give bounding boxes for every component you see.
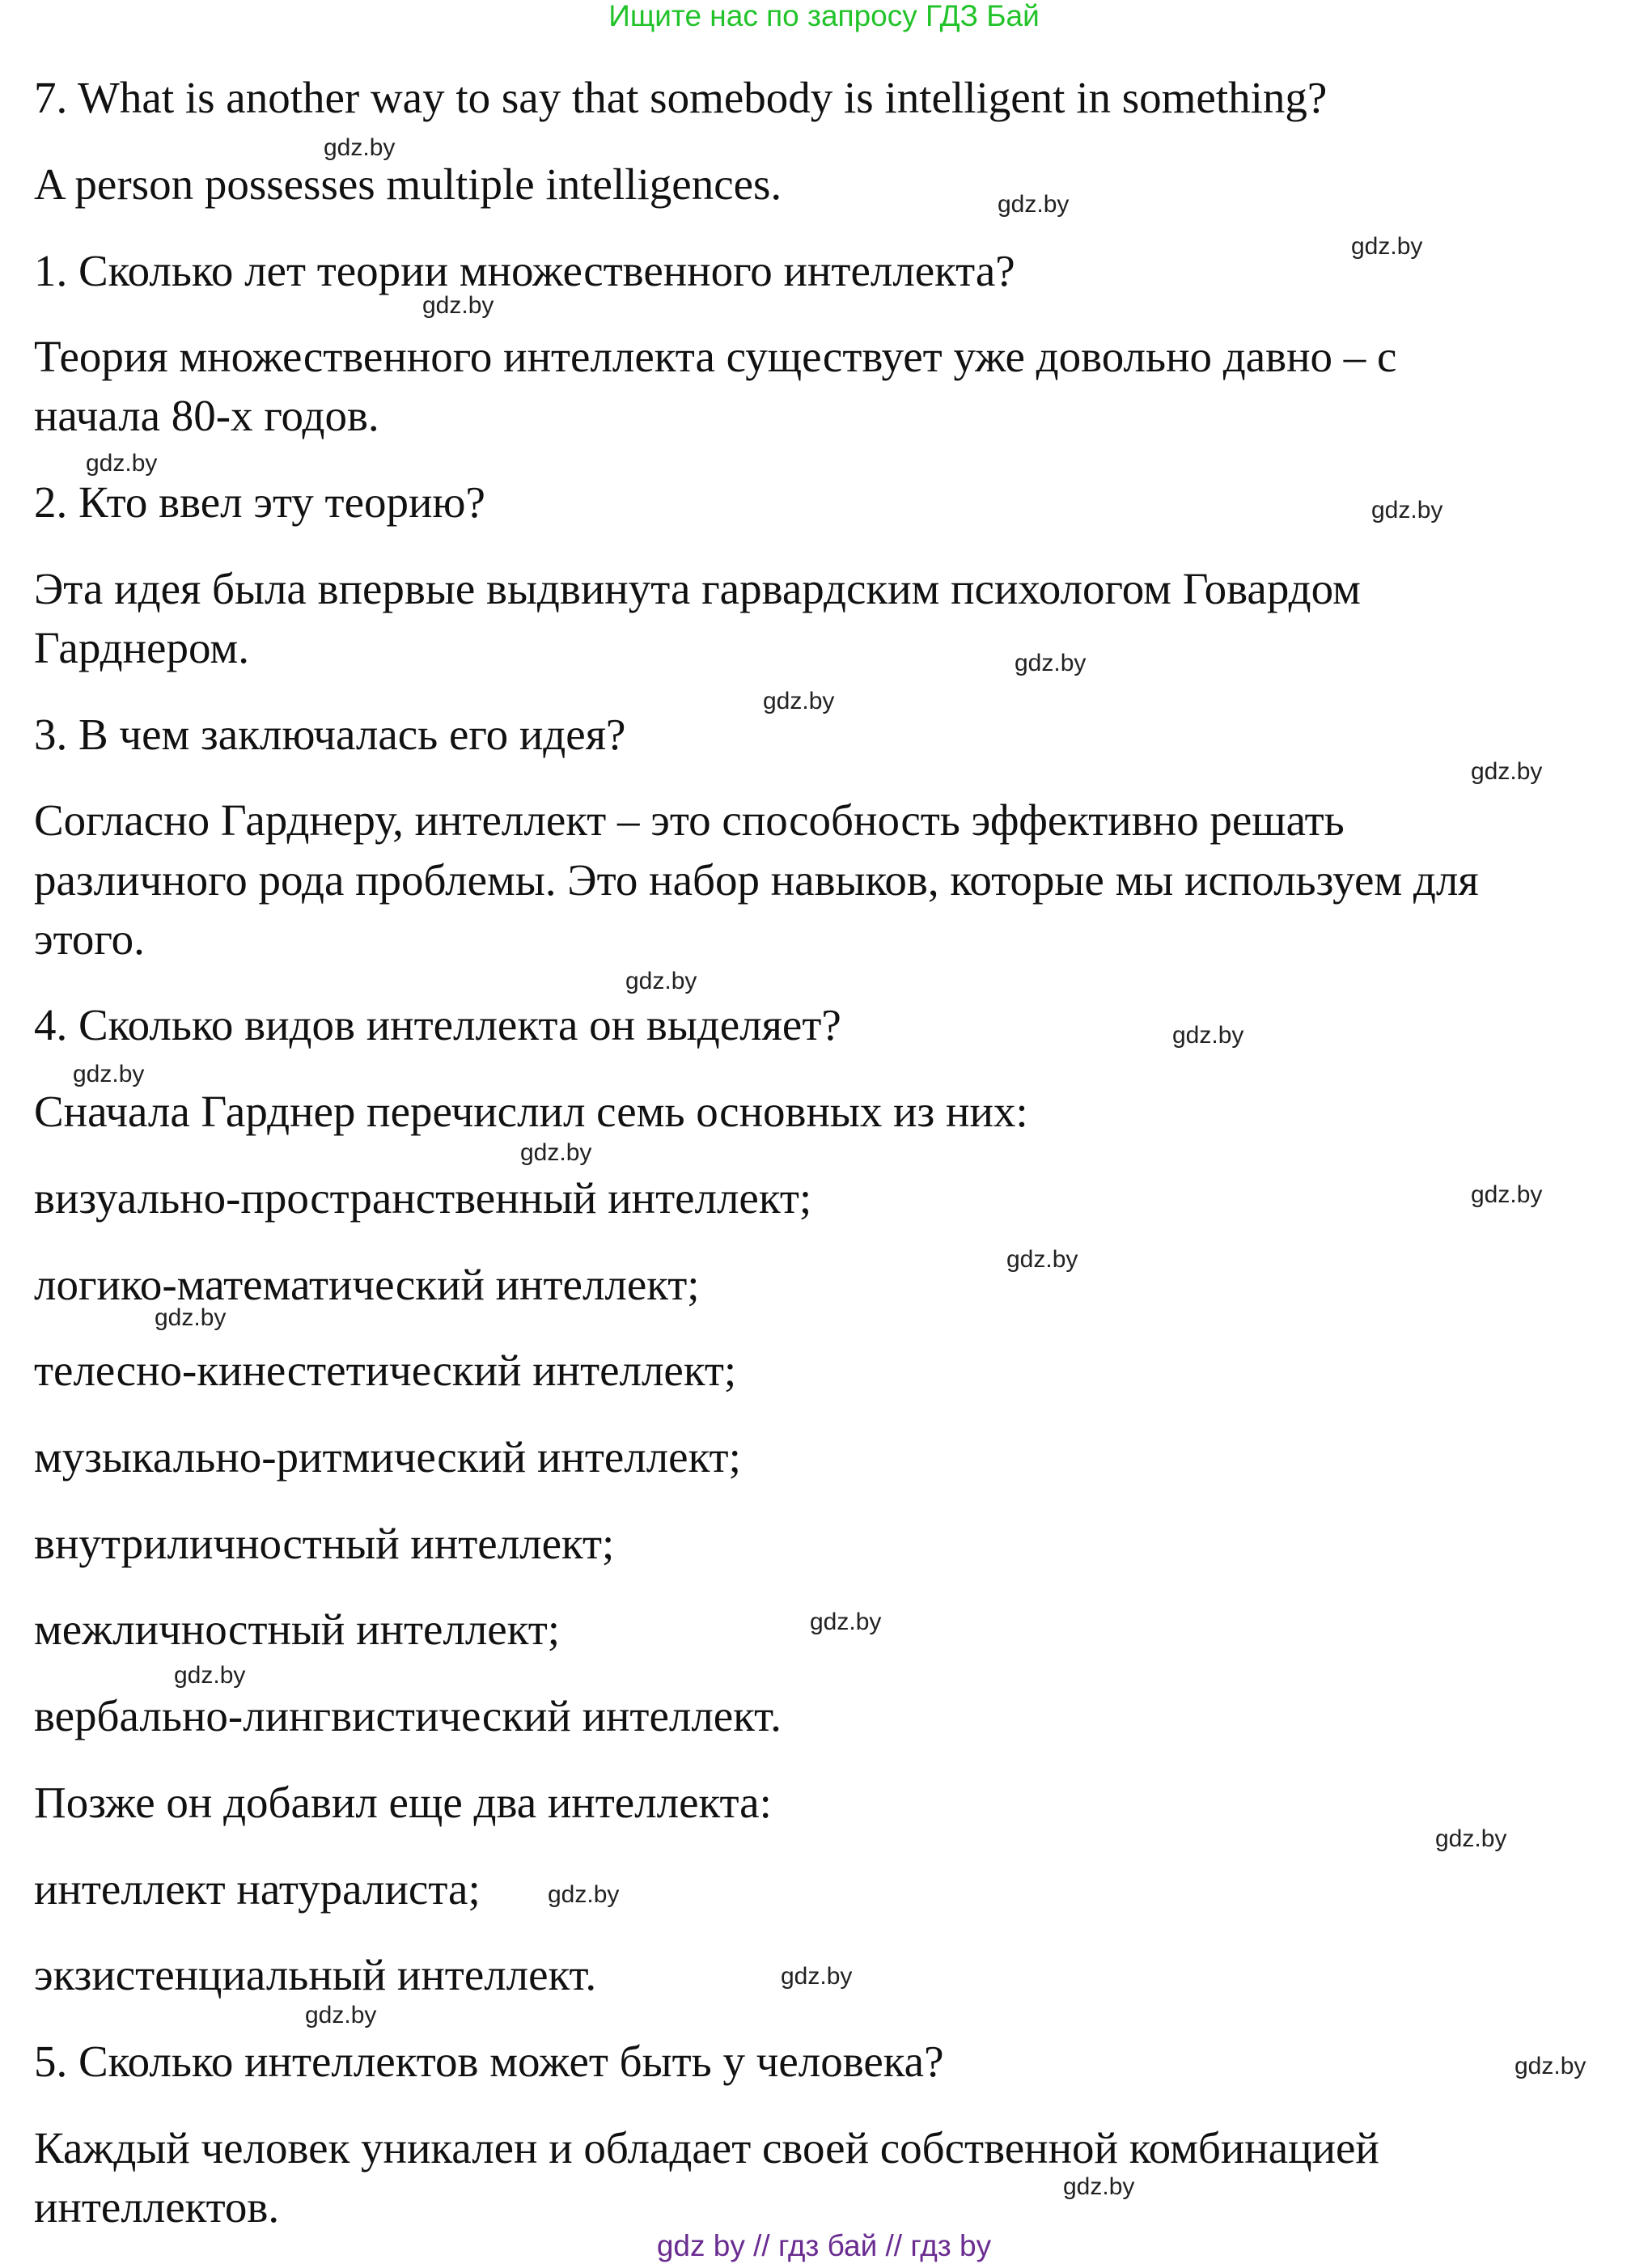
answer-2-line-1: Эта идея была впервые выдвинута гарвардским психологом Говардом bbox=[34, 564, 1361, 613]
watermark: gdz.by bbox=[998, 191, 1070, 218]
watermark: gdz.by bbox=[305, 2002, 377, 2028]
answer-1-line-1: Теория множественного интеллекта существует уже довольно давно – с bbox=[34, 332, 1397, 381]
list-item-bodily: телесно-кинестетический интеллект; bbox=[34, 1346, 737, 1395]
watermark: gdz.by bbox=[520, 1139, 592, 1166]
watermark: gdz.by bbox=[1015, 650, 1087, 676]
list-item-interpersonal: межличностный интеллект; bbox=[34, 1605, 561, 1654]
footer-links[interactable]: gdz by // гдз бай // гдз by bbox=[656, 2229, 992, 2262]
watermark: gdz.by bbox=[548, 1881, 620, 1908]
question-5: 5. Сколько интеллектов может быть у человека? bbox=[34, 2037, 944, 2086]
watermark: gdz.by bbox=[1471, 758, 1543, 785]
watermark: gdz.by bbox=[1172, 1022, 1244, 1049]
watermark: gdz.by bbox=[1435, 1825, 1507, 1852]
watermark: gdz.by bbox=[763, 688, 835, 714]
watermark: gdz.by bbox=[810, 1609, 882, 1635]
question-2: 2. Кто ввел эту теорию? bbox=[34, 477, 485, 527]
question-3: 3. В чем заключалась его идея? bbox=[34, 710, 626, 759]
list-item-existential: экзистенциальный интеллект. bbox=[34, 1950, 597, 1999]
watermark: gdz.by bbox=[1471, 1181, 1543, 1208]
answer-2-line-2: Гарднером. bbox=[34, 623, 249, 672]
question-4: 4. Сколько видов интеллекта он выделяет? bbox=[34, 1000, 841, 1049]
answer-5-line-2: интеллектов. bbox=[34, 2182, 280, 2232]
answer-3-line-1: Согласно Гарднеру, интеллект – это способность эффективно решать bbox=[34, 795, 1345, 845]
list-item-logical: логико-математический интеллект; bbox=[34, 1260, 700, 1309]
answer-3-line-3: этого. bbox=[34, 914, 145, 964]
watermark: gdz.by bbox=[1371, 497, 1443, 524]
question-1: 1. Сколько лет теории множественного интеллекта? bbox=[34, 246, 1015, 295]
watermark: gdz.by bbox=[625, 968, 697, 994]
watermark: gdz.by bbox=[324, 134, 396, 161]
answer-4-intro: Сначала Гарднер перечислил семь основных из них: bbox=[34, 1087, 1028, 1136]
answer-7: A person possesses multiple intelligences. bbox=[34, 159, 782, 209]
list-item-musical: музыкально-ритмический интеллект; bbox=[34, 1432, 741, 1482]
watermark: gdz.by bbox=[1006, 1246, 1078, 1273]
watermark: gdz.by bbox=[86, 450, 158, 477]
watermark: gdz.by bbox=[422, 292, 494, 319]
watermark: gdz.by bbox=[1351, 233, 1423, 260]
list-item-intrapersonal: внутриличностный интеллект; bbox=[34, 1519, 615, 1568]
answer-4-later: Позже он добавил еще два интеллекта: bbox=[34, 1778, 772, 1827]
watermark: gdz.by bbox=[1063, 2173, 1135, 2200]
question-7: 7. What is another way to say that somebody is intelligent in something? bbox=[34, 73, 1328, 122]
answer-5-line-1: Каждый человек уникален и обладает своей собственной комбинацией bbox=[34, 2123, 1379, 2173]
watermark: gdz.by bbox=[781, 1963, 853, 1990]
watermark: gdz.by bbox=[155, 1304, 227, 1331]
watermark: gdz.by bbox=[73, 1061, 145, 1087]
search-hint-header[interactable]: Ищите нас по запросу ГДЗ Бай bbox=[608, 0, 1040, 32]
answer-3-line-2: различного рода проблемы. Это набор навыков, которые мы используем для bbox=[34, 855, 1479, 905]
list-item-naturalist: интеллект натуралиста; bbox=[34, 1864, 481, 1914]
list-item-linguistic: вербально-лингвистический интеллект. bbox=[34, 1691, 782, 1740]
answer-1-line-2: начала 80-х годов. bbox=[34, 391, 379, 440]
watermark: gdz.by bbox=[174, 1662, 246, 1689]
watermark: gdz.by bbox=[1515, 2053, 1587, 2079]
list-item-visual: визуально-пространственный интеллект; bbox=[34, 1173, 812, 1223]
